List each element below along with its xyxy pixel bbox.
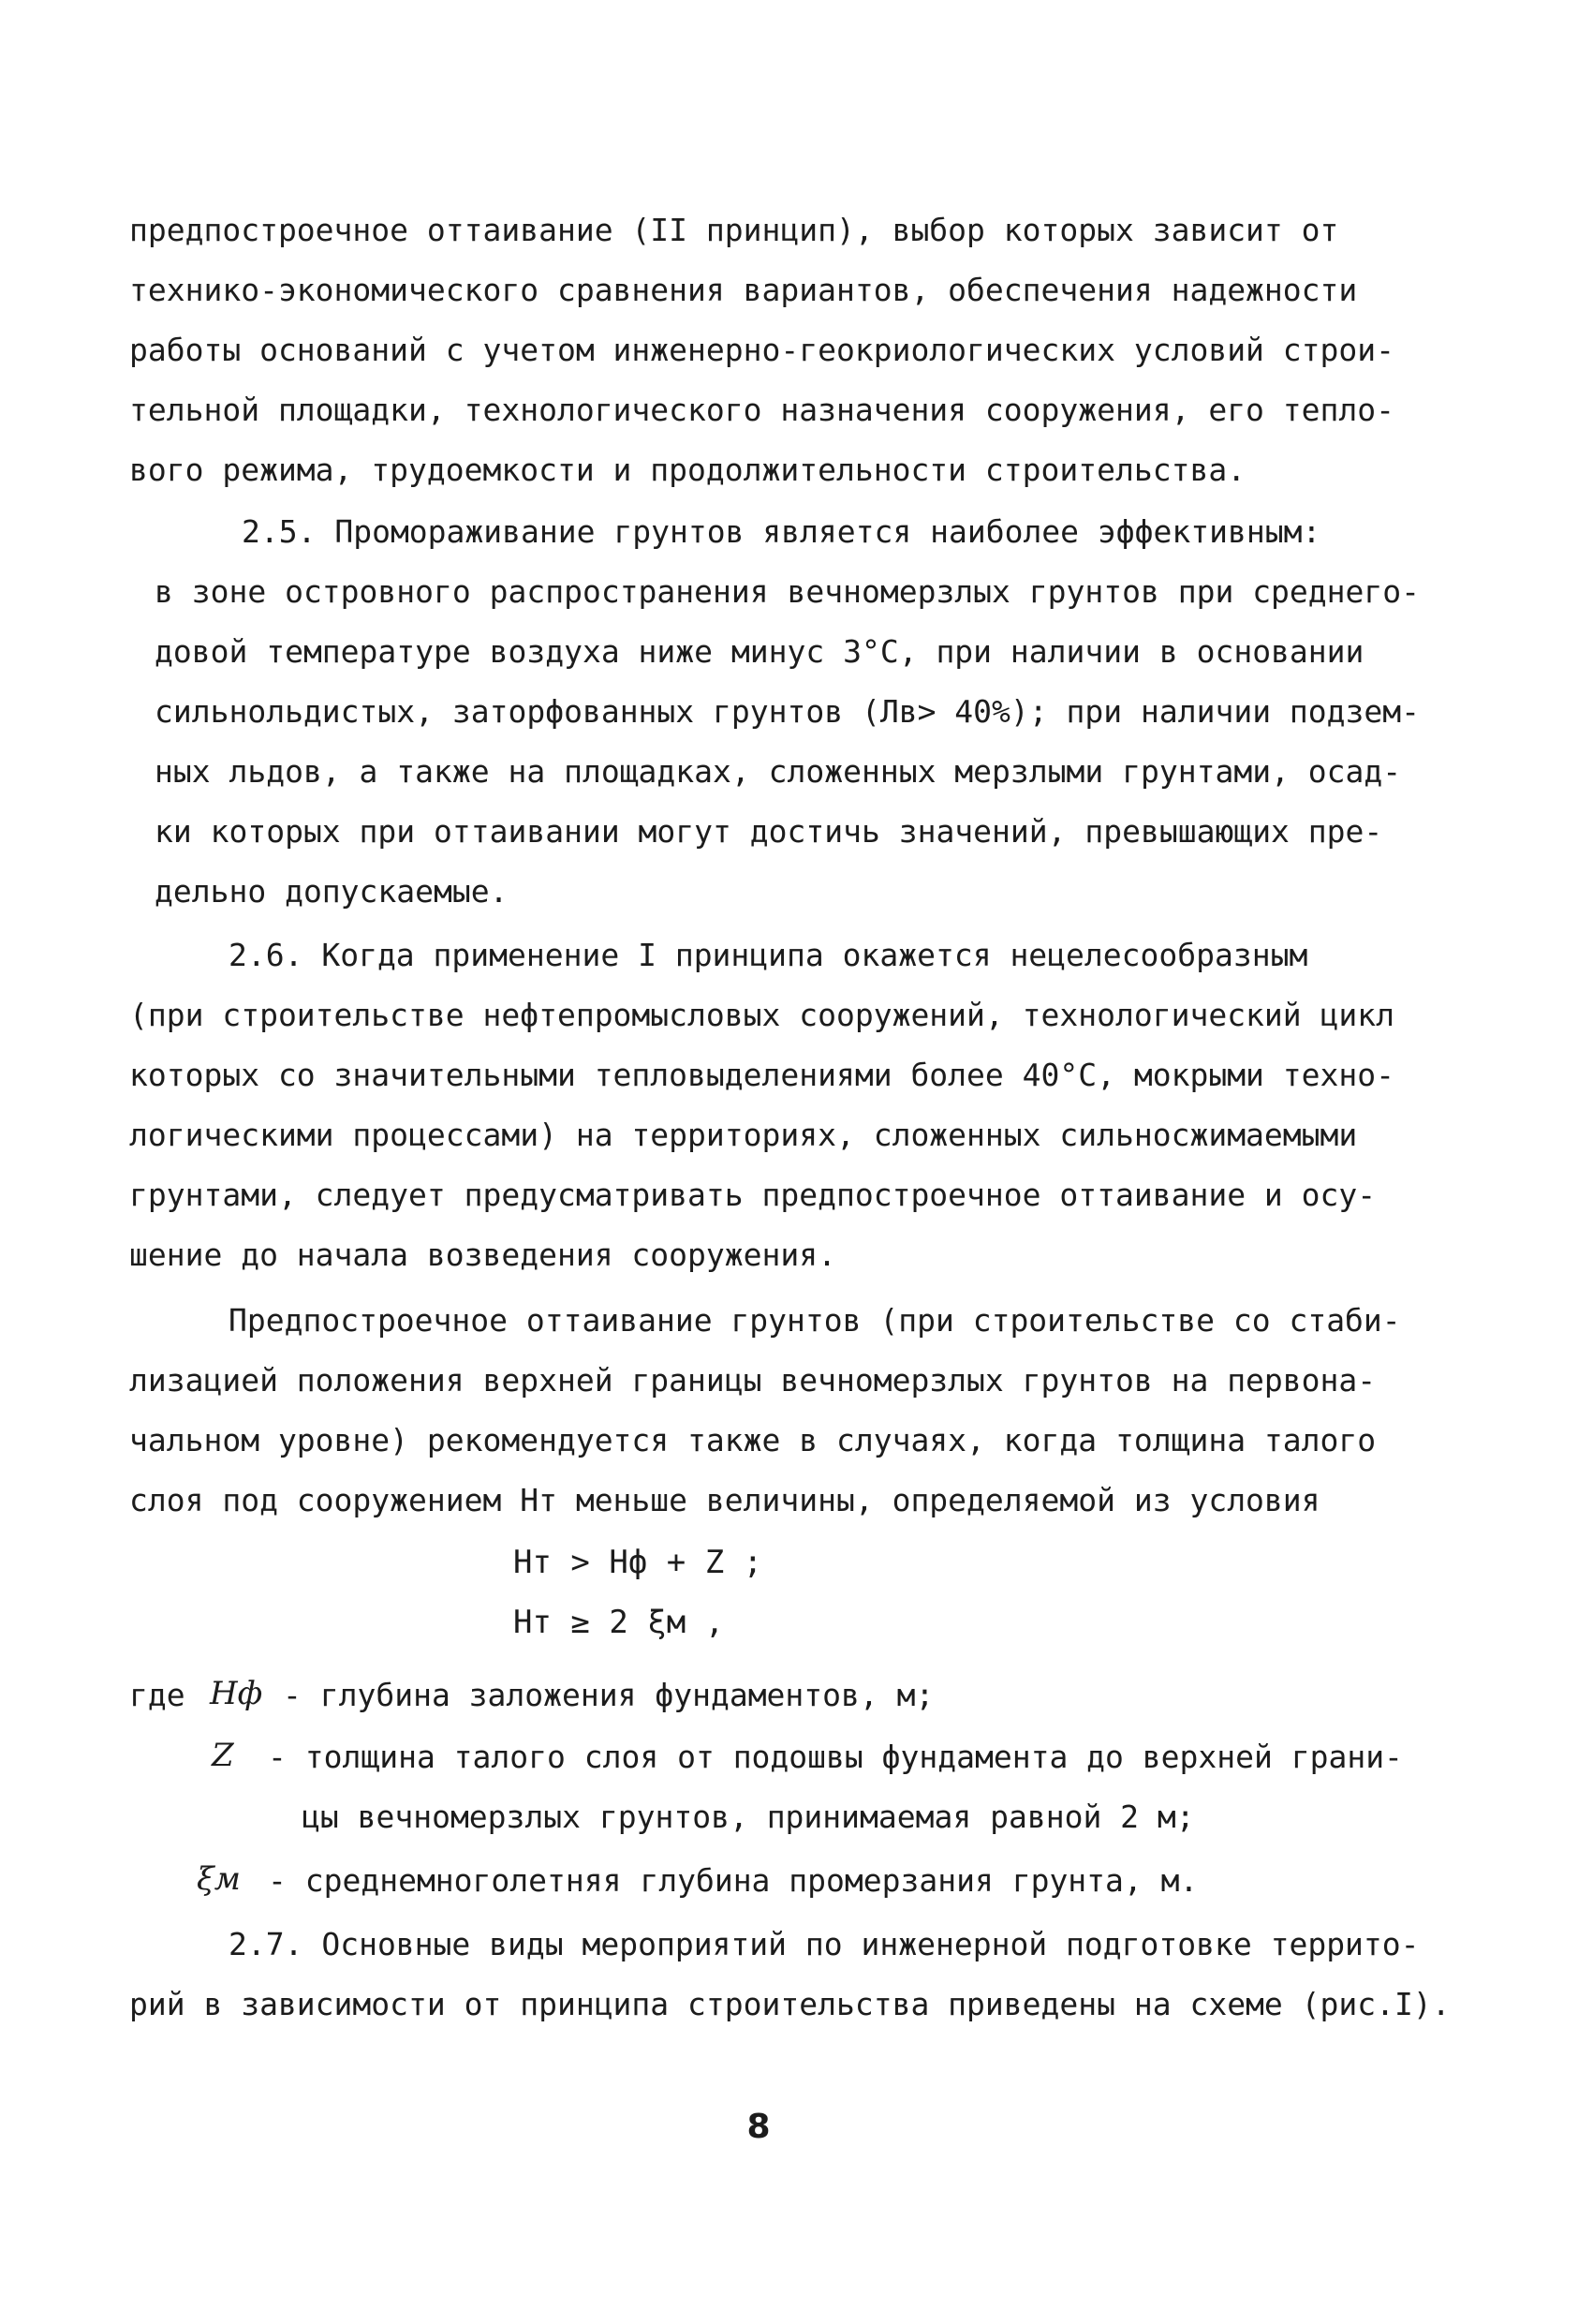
formula-line-1: Hт > Hф + Z ;: [513, 1544, 763, 1581]
definition-hf: - глубина заложения фундаментов, м;: [283, 1677, 935, 1713]
text-line: которых со значительными тепловыделениями более 40°С, мокрыми техно-: [129, 1057, 1395, 1093]
text-line: шение до начала возведения сооружения.: [129, 1236, 836, 1273]
page-number: 8: [746, 2108, 771, 2146]
text-line: дельно допускаемые.: [155, 873, 509, 910]
text-line: предпостроечное оттаивание (II принцип), выбор которых зависит от: [129, 212, 1339, 248]
definition-z-line-2: цы вечномерзлых грунтов, принимаемая равной 2 м;: [302, 1799, 1195, 1835]
definition-z-line-1: - толщина талого слоя от подошвы фундамента до верхней грани-: [268, 1739, 1403, 1775]
text-line: технико-экономического сравнения вариантов, обеспечения надежности: [129, 272, 1358, 308]
definition-symbol-hf: Hф: [210, 1675, 263, 1712]
definition-symbol-xi: ξм: [197, 1860, 241, 1898]
definition-xi: - среднемноголетняя глубина промерзания грунта, м.: [268, 1862, 1199, 1899]
text-line: рий в зависимости от принципа строительства приведены на схеме (рис.I).: [129, 1986, 1451, 2022]
formula-line-2: Hт ≥ 2 ξм ,: [513, 1604, 725, 1641]
text-line: лизацией положения верхней границы вечномерзлых грунтов на первона-: [129, 1362, 1377, 1399]
text-line: тельной площадки, технологического назначения сооружения, его тепло-: [129, 392, 1395, 428]
text-line: в зоне островного распространения вечномерзлых грунтов при среднего-: [155, 573, 1421, 610]
section-2-7-heading: 2.7. Основные виды мероприятий по инженерной подготовке террито-: [229, 1926, 1420, 1962]
text-line: Предпостроечное оттаивание грунтов (при строительстве со стаби-: [229, 1302, 1401, 1339]
text-line: сильнольдистых, заторфованных грунтов (Лв> 40%); при наличии подзем-: [155, 693, 1421, 730]
text-line: слоя под сооружением Нт меньше величины, определяемой из условия: [129, 1482, 1320, 1518]
text-line: ки которых при оттаивании могут достичь значений, превышающих пре-: [155, 813, 1383, 850]
text-line: работы оснований с учетом инженерно-геокриологических условий строи-: [129, 332, 1395, 368]
section-2-6-heading: 2.6. Когда применение I принципа окажется нецелесообразным: [229, 937, 1308, 973]
definitions-intro: где: [129, 1677, 185, 1713]
text-line: чальном уровне) рекомендуется также в случаях, когда толщина талого: [129, 1422, 1377, 1458]
text-line: вого режима, трудоемкости и продолжительности строительства.: [129, 451, 1246, 488]
section-2-5-heading: 2.5. Промораживание грунтов является наиболее эффективным:: [242, 513, 1321, 550]
text-line: ных льдов, а также на площадках, сложенных мерзлыми грунтами, осад-: [155, 753, 1402, 790]
text-line: грунтами, следует предусматривать предпостроечное оттаивание и осу-: [129, 1177, 1377, 1213]
definition-symbol-z: Z: [212, 1737, 234, 1774]
text-line: довой температуре воздуха ниже минус 3°С, при наличии в основании: [155, 633, 1364, 670]
text-line: логическими процессами) на территориях, сложенных сильносжимаемыми: [129, 1117, 1358, 1153]
text-line: (при строительстве нефтепромысловых сооружений, технологический цикл: [129, 997, 1395, 1033]
